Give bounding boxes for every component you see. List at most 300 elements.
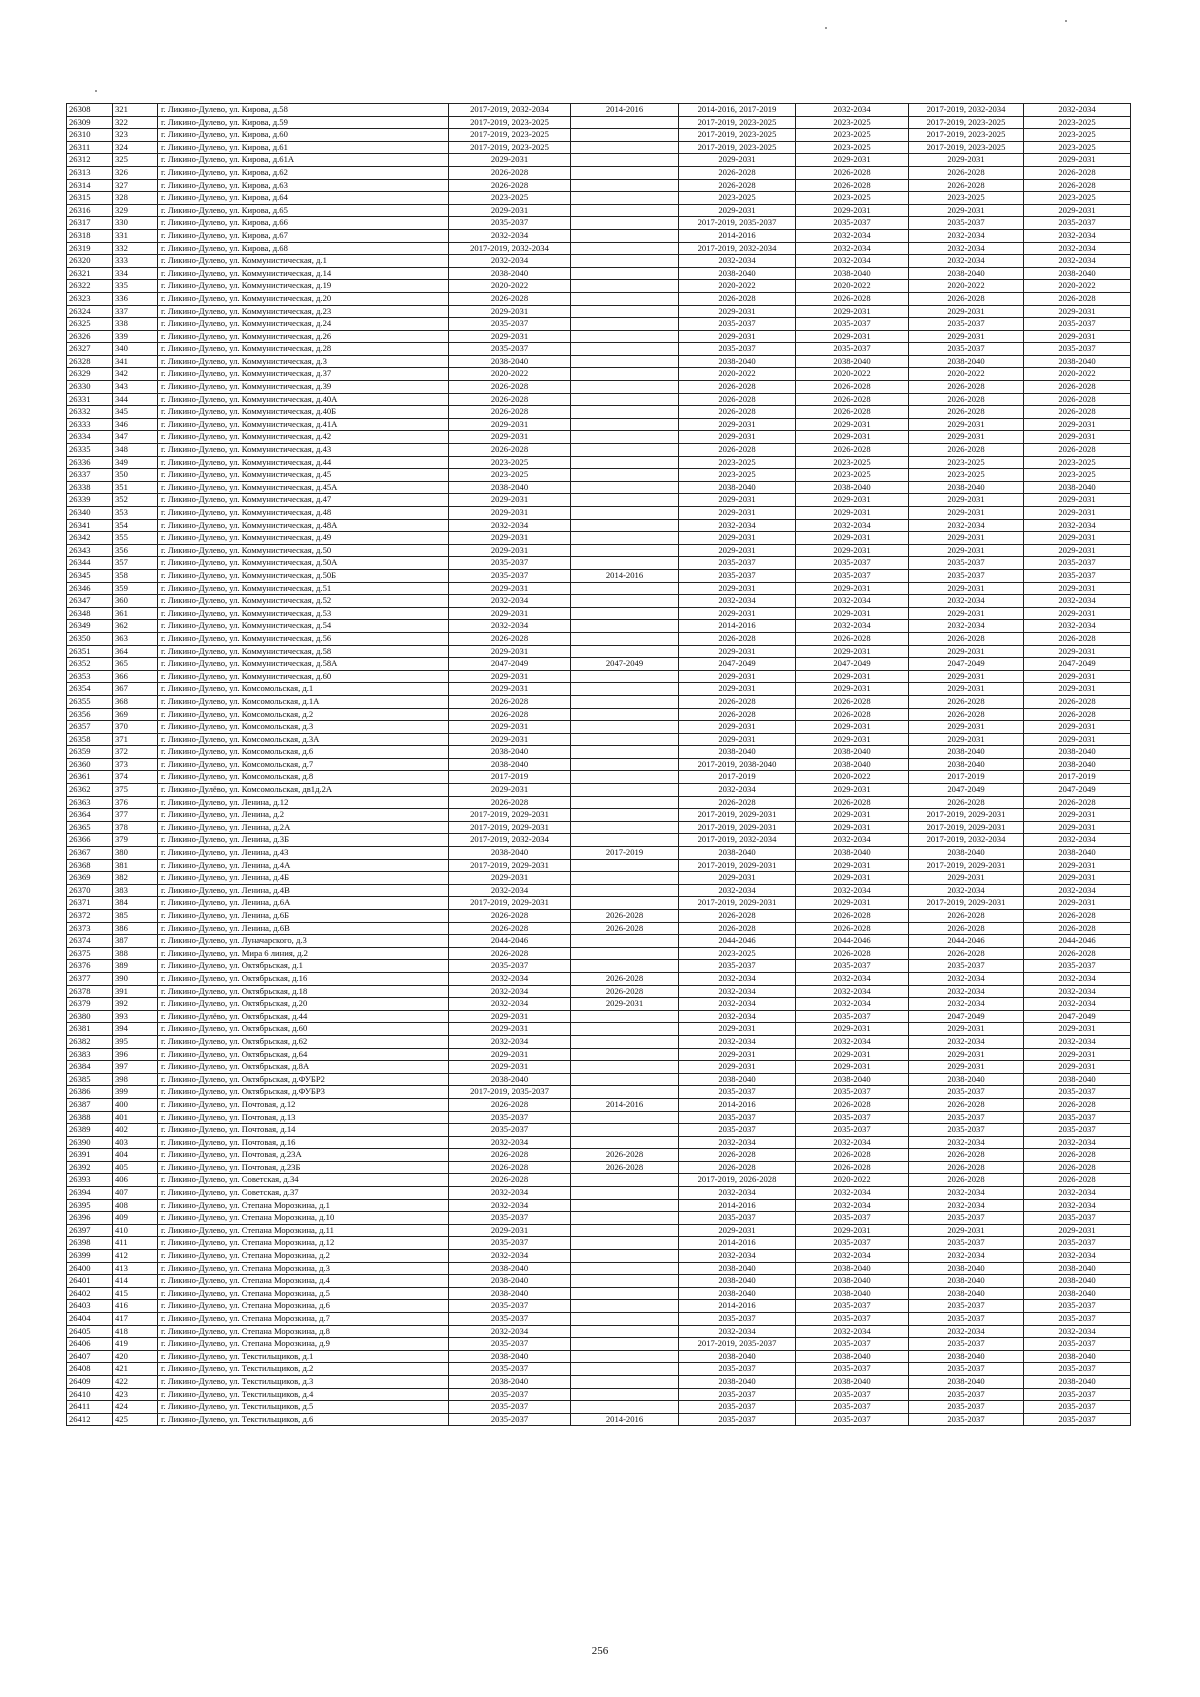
period-cell-4: 2029-2031	[796, 507, 909, 520]
period-cell-5: 2032-2034	[909, 985, 1024, 998]
table-row	[67, 569, 1131, 582]
period-cell-6: 2026-2028	[1024, 166, 1131, 179]
period-cell-3: 2029-2031	[679, 418, 796, 431]
period-cell-3: 2029-2031	[679, 1048, 796, 1061]
period-cell-4: 2038-2040	[796, 1262, 909, 1275]
period-cell-5: 2038-2040	[909, 267, 1024, 280]
table-row	[67, 985, 1131, 998]
row-id-cell: 26403	[67, 1300, 113, 1313]
period-cell-3: 2017-2019, 2029-2031	[679, 859, 796, 872]
period-cell-1: 2029-2031	[449, 204, 571, 217]
period-cell-5: 2017-2019, 2029-2031	[909, 821, 1024, 834]
period-cell-2	[571, 330, 679, 343]
item-number-cell: 321	[113, 104, 158, 117]
period-cell-1: 2017-2019	[449, 771, 571, 784]
item-number-cell: 381	[113, 859, 158, 872]
period-cell-3: 2032-2034	[679, 884, 796, 897]
address-cell: г. Ликино-Дулево, ул. Октябрьская, д.ФУБР2	[158, 1073, 449, 1086]
period-cell-2	[571, 1199, 679, 1212]
item-number-cell: 326	[113, 166, 158, 179]
period-cell-2: 2026-2028	[571, 1149, 679, 1162]
period-cell-5: 2023-2025	[909, 469, 1024, 482]
item-number-cell: 380	[113, 847, 158, 860]
period-cell-4: 2032-2034	[796, 998, 909, 1011]
period-cell-2	[571, 721, 679, 734]
row-id-cell: 26360	[67, 758, 113, 771]
period-cell-6: 2026-2028	[1024, 1149, 1131, 1162]
period-cell-3: 2017-2019, 2023-2025	[679, 141, 796, 154]
period-cell-1: 2035-2037	[449, 1413, 571, 1426]
period-cell-2	[571, 179, 679, 192]
item-number-cell: 407	[113, 1187, 158, 1200]
item-number-cell: 415	[113, 1287, 158, 1300]
period-cell-1: 2017-2019, 2029-2031	[449, 809, 571, 822]
row-id-cell: 26390	[67, 1136, 113, 1149]
row-id-cell: 26363	[67, 796, 113, 809]
period-cell-6: 2032-2034	[1024, 620, 1131, 633]
item-number-cell: 391	[113, 985, 158, 998]
period-cell-3: 2038-2040	[679, 1350, 796, 1363]
period-cell-3: 2023-2025	[679, 456, 796, 469]
period-cell-2	[571, 1350, 679, 1363]
period-cell-2: 2014-2016	[571, 1413, 679, 1426]
address-cell: г. Ликино-Дулево, ул. Почтовая, д.13	[158, 1111, 449, 1124]
period-cell-3: 2029-2031	[679, 494, 796, 507]
period-cell-1: 2029-2031	[449, 1224, 571, 1237]
period-cell-1: 2029-2031	[449, 733, 571, 746]
period-cell-2: 2017-2019	[571, 847, 679, 860]
period-cell-3: 2017-2019, 2038-2040	[679, 758, 796, 771]
period-cell-6: 2020-2022	[1024, 280, 1131, 293]
period-cell-4: 2023-2025	[796, 192, 909, 205]
address-cell: г. Ликино-Дулево, ул. Кирова, д.60	[158, 129, 449, 142]
address-cell: г. Ликино-Дулево, ул. Октябрьская, д.64	[158, 1048, 449, 1061]
table-row	[67, 330, 1131, 343]
period-cell-6: 2032-2034	[1024, 255, 1131, 268]
item-number-cell: 352	[113, 494, 158, 507]
period-cell-2	[571, 1375, 679, 1388]
period-cell-1: 2026-2028	[449, 1098, 571, 1111]
scan-speck	[825, 27, 827, 29]
period-cell-5: 2026-2028	[909, 444, 1024, 457]
item-number-cell: 367	[113, 683, 158, 696]
period-cell-5: 2035-2037	[909, 1237, 1024, 1250]
period-cell-2	[571, 670, 679, 683]
period-cell-1: 2035-2037	[449, 1313, 571, 1326]
row-id-cell: 26411	[67, 1401, 113, 1414]
row-id-cell: 26404	[67, 1313, 113, 1326]
item-number-cell: 359	[113, 582, 158, 595]
period-cell-5: 2017-2019, 2023-2025	[909, 129, 1024, 142]
table-row	[67, 1212, 1131, 1225]
period-cell-5: 2017-2019, 2023-2025	[909, 141, 1024, 154]
address-cell: г. Ликино-Дулево, ул. Почтовая, д.12	[158, 1098, 449, 1111]
item-number-cell: 412	[113, 1250, 158, 1263]
period-cell-2	[571, 758, 679, 771]
table-row	[67, 1187, 1131, 1200]
period-cell-5: 2026-2028	[909, 381, 1024, 394]
period-cell-1: 2029-2031	[449, 507, 571, 520]
period-cell-6: 2029-2031	[1024, 872, 1131, 885]
period-cell-6: 2038-2040	[1024, 758, 1131, 771]
period-cell-5: 2029-2031	[909, 607, 1024, 620]
period-cell-2: 2026-2028	[571, 985, 679, 998]
period-cell-2	[571, 381, 679, 394]
address-cell: г. Ликино-Дулево, ул. Коммунистическая, д.1	[158, 255, 449, 268]
period-cell-4: 2026-2028	[796, 166, 909, 179]
period-cell-2: 2026-2028	[571, 910, 679, 923]
period-cell-2	[571, 897, 679, 910]
period-cell-2	[571, 544, 679, 557]
row-id-cell: 26379	[67, 998, 113, 1011]
period-cell-3: 2026-2028	[679, 910, 796, 923]
period-cell-4: 2032-2034	[796, 229, 909, 242]
row-id-cell: 26386	[67, 1086, 113, 1099]
address-cell: г. Ликино-Дулево, ул. Ленина, д.43	[158, 847, 449, 860]
period-cell-3: 2035-2037	[679, 1388, 796, 1401]
address-cell: г. Ликино-Дулево, ул. Коммунистическая, д.19	[158, 280, 449, 293]
period-cell-3: 2026-2028	[679, 1161, 796, 1174]
item-number-cell: 350	[113, 469, 158, 482]
address-cell: г. Ликино-Дулево, ул. Коммунистическая, д.3	[158, 355, 449, 368]
table-row	[67, 1199, 1131, 1212]
address-cell: г. Ликино-Дулево, ул. Коммунистическая, д.51	[158, 582, 449, 595]
period-cell-4: 2038-2040	[796, 1275, 909, 1288]
row-id-cell: 26341	[67, 519, 113, 532]
period-cell-1: 2035-2037	[449, 1300, 571, 1313]
table-row	[67, 368, 1131, 381]
period-cell-2: 2029-2031	[571, 998, 679, 1011]
period-cell-4: 2035-2037	[796, 318, 909, 331]
row-id-cell: 26400	[67, 1262, 113, 1275]
period-cell-2	[571, 204, 679, 217]
address-cell: г. Ликино-Дулево, ул. Комсомольская, д.8	[158, 771, 449, 784]
period-cell-2	[571, 1111, 679, 1124]
period-cell-3: 2029-2031	[679, 721, 796, 734]
period-cell-1: 2029-2031	[449, 1023, 571, 1036]
row-id-cell: 26324	[67, 305, 113, 318]
row-id-cell: 26375	[67, 947, 113, 960]
period-cell-1: 2032-2034	[449, 1250, 571, 1263]
period-cell-3: 2032-2034	[679, 972, 796, 985]
address-cell: г. Ликино-Дулево, ул. Текстильщиков, д.4	[158, 1388, 449, 1401]
period-cell-3: 2023-2025	[679, 469, 796, 482]
address-cell: г. Ликино-Дулево, ул. Ленина, д.3Б	[158, 834, 449, 847]
period-cell-6: 2035-2037	[1024, 557, 1131, 570]
period-cell-4: 2032-2034	[796, 972, 909, 985]
period-cell-4: 2044-2046	[796, 935, 909, 948]
period-cell-5: 2026-2028	[909, 796, 1024, 809]
period-cell-2	[571, 683, 679, 696]
period-cell-2	[571, 1224, 679, 1237]
period-cell-3: 2035-2037	[679, 1401, 796, 1414]
period-cell-2	[571, 418, 679, 431]
row-id-cell: 26350	[67, 632, 113, 645]
row-id-cell: 26382	[67, 1035, 113, 1048]
row-id-cell: 26347	[67, 595, 113, 608]
period-cell-5: 2023-2025	[909, 192, 1024, 205]
period-cell-2	[571, 519, 679, 532]
address-cell: г. Ликино-Дулево, ул. Ленина, д.2А	[158, 821, 449, 834]
period-cell-3: 2038-2040	[679, 1275, 796, 1288]
row-id-cell: 26405	[67, 1325, 113, 1338]
period-cell-6: 2038-2040	[1024, 1275, 1131, 1288]
period-cell-3: 2029-2031	[679, 544, 796, 557]
address-cell: г. Ликино-Дулево, ул. Коммунистическая, д.60	[158, 670, 449, 683]
address-cell: г. Ликино-Дулево, ул. Мира 6 линия, д.2	[158, 947, 449, 960]
period-cell-3: 2035-2037	[679, 557, 796, 570]
address-cell: г. Ликино-Дулево, ул. Текстильщиков, д.6	[158, 1413, 449, 1426]
period-cell-5: 2038-2040	[909, 1275, 1024, 1288]
period-cell-1: 2029-2031	[449, 305, 571, 318]
item-number-cell: 425	[113, 1413, 158, 1426]
period-cell-2: 2026-2028	[571, 1161, 679, 1174]
table-row	[67, 847, 1131, 860]
address-cell: г. Ликино-Дулево, ул. Коммунистическая, д.28	[158, 343, 449, 356]
period-cell-5: 2026-2028	[909, 393, 1024, 406]
period-cell-3: 2026-2028	[679, 922, 796, 935]
row-id-cell: 26309	[67, 116, 113, 129]
table-row	[67, 758, 1131, 771]
item-number-cell: 383	[113, 884, 158, 897]
period-cell-1: 2026-2028	[449, 166, 571, 179]
period-cell-6: 2035-2037	[1024, 1212, 1131, 1225]
period-cell-2	[571, 507, 679, 520]
period-cell-2	[571, 821, 679, 834]
table-row	[67, 1262, 1131, 1275]
period-cell-3: 2023-2025	[679, 947, 796, 960]
table-row	[67, 595, 1131, 608]
table-row	[67, 872, 1131, 885]
item-number-cell: 395	[113, 1035, 158, 1048]
address-cell: г. Ликино-Дулево, ул. Ленина, д.6В	[158, 922, 449, 935]
address-cell: г. Ликино-Дулево, ул. Кирова, д.58	[158, 104, 449, 117]
period-cell-6: 2035-2037	[1024, 960, 1131, 973]
period-cell-1: 2032-2034	[449, 1136, 571, 1149]
item-number-cell: 351	[113, 481, 158, 494]
table-row	[67, 494, 1131, 507]
period-cell-5: 2026-2028	[909, 632, 1024, 645]
item-number-cell: 364	[113, 645, 158, 658]
period-cell-5: 2026-2028	[909, 166, 1024, 179]
row-id-cell: 26358	[67, 733, 113, 746]
row-id-cell: 26353	[67, 670, 113, 683]
table-row	[67, 393, 1131, 406]
address-cell: г. Ликино-Дулево, ул. Коммунистическая, д.37	[158, 368, 449, 381]
row-id-cell: 26320	[67, 255, 113, 268]
period-cell-4: 2029-2031	[796, 1048, 909, 1061]
row-id-cell: 26383	[67, 1048, 113, 1061]
row-id-cell: 26327	[67, 343, 113, 356]
row-id-cell: 26377	[67, 972, 113, 985]
period-cell-3: 2044-2046	[679, 935, 796, 948]
period-cell-1: 2029-2031	[449, 721, 571, 734]
item-number-cell: 376	[113, 796, 158, 809]
period-cell-4: 2029-2031	[796, 607, 909, 620]
period-cell-3: 2017-2019	[679, 771, 796, 784]
period-cell-3: 2038-2040	[679, 481, 796, 494]
table-row	[67, 280, 1131, 293]
period-cell-1: 2038-2040	[449, 1287, 571, 1300]
item-number-cell: 421	[113, 1363, 158, 1376]
period-cell-2: 2026-2028	[571, 922, 679, 935]
period-cell-6: 2026-2028	[1024, 179, 1131, 192]
period-cell-6: 2029-2031	[1024, 1048, 1131, 1061]
period-cell-4: 2029-2031	[796, 544, 909, 557]
period-cell-2: 2026-2028	[571, 972, 679, 985]
period-cell-2	[571, 708, 679, 721]
address-cell: г. Ликино-Дулево, ул. Октябрьская, д.16	[158, 972, 449, 985]
table-row	[67, 1287, 1131, 1300]
period-cell-3: 2032-2034	[679, 255, 796, 268]
period-cell-6: 2029-2031	[1024, 607, 1131, 620]
period-cell-6: 2035-2037	[1024, 1313, 1131, 1326]
address-cell: г. Ликино-Дулёво, ул. Октябрьская, д.44	[158, 1010, 449, 1023]
period-cell-3: 2014-2016	[679, 620, 796, 633]
address-cell: г. Ликино-Дулево, ул. Советская, д.34	[158, 1174, 449, 1187]
period-cell-1: 2032-2034	[449, 998, 571, 1011]
address-cell: г. Ликино-Дулево, ул. Комсомольская, д.1А	[158, 695, 449, 708]
period-cell-4: 2038-2040	[796, 267, 909, 280]
table-row	[67, 947, 1131, 960]
item-number-cell: 339	[113, 330, 158, 343]
period-cell-3: 2017-2019, 2029-2031	[679, 897, 796, 910]
period-cell-1: 2026-2028	[449, 695, 571, 708]
table-row	[67, 670, 1131, 683]
address-cell: г. Ликино-Дулево, ул. Коммунистическая, д.24	[158, 318, 449, 331]
period-cell-3: 2029-2031	[679, 305, 796, 318]
period-cell-5: 2035-2037	[909, 1124, 1024, 1137]
table-row	[67, 1035, 1131, 1048]
period-cell-2	[571, 305, 679, 318]
row-id-cell: 26406	[67, 1338, 113, 1351]
period-cell-3: 2035-2037	[679, 1212, 796, 1225]
period-cell-1: 2026-2028	[449, 796, 571, 809]
period-cell-3: 2026-2028	[679, 1149, 796, 1162]
period-cell-4: 2023-2025	[796, 456, 909, 469]
item-number-cell: 399	[113, 1086, 158, 1099]
period-cell-1: 2026-2028	[449, 1174, 571, 1187]
item-number-cell: 393	[113, 1010, 158, 1023]
period-cell-4: 2035-2037	[796, 1010, 909, 1023]
item-number-cell: 362	[113, 620, 158, 633]
period-cell-2	[571, 217, 679, 230]
period-cell-2	[571, 1073, 679, 1086]
table-row	[67, 1136, 1131, 1149]
period-cell-5: 2017-2019, 2029-2031	[909, 809, 1024, 822]
address-cell: г. Ликино-Дулево, ул. Коммунистическая, д.26	[158, 330, 449, 343]
period-cell-6: 2026-2028	[1024, 910, 1131, 923]
period-cell-6: 2029-2031	[1024, 204, 1131, 217]
address-cell: г. Ликино-Дулево, ул. Октябрьская, д.ФУБР3	[158, 1086, 449, 1099]
period-cell-5: 2026-2028	[909, 947, 1024, 960]
period-cell-4: 2029-2031	[796, 154, 909, 167]
period-cell-2	[571, 784, 679, 797]
address-cell: г. Ликино-Дулево, ул. Комсомольская, д.1	[158, 683, 449, 696]
period-cell-6: 2026-2028	[1024, 406, 1131, 419]
period-cell-6: 2029-2031	[1024, 330, 1131, 343]
row-id-cell: 26365	[67, 821, 113, 834]
period-cell-5: 2029-2031	[909, 305, 1024, 318]
period-cell-4: 2032-2034	[796, 1199, 909, 1212]
period-cell-4: 2038-2040	[796, 758, 909, 771]
item-number-cell: 413	[113, 1262, 158, 1275]
address-cell: г. Ликино-Дулево, ул. Кирова, д.63	[158, 179, 449, 192]
period-cell-4: 2029-2031	[796, 330, 909, 343]
period-cell-3: 2017-2019, 2029-2031	[679, 809, 796, 822]
table-row	[67, 381, 1131, 394]
period-cell-4: 2029-2031	[796, 305, 909, 318]
period-cell-4: 2023-2025	[796, 469, 909, 482]
period-cell-1: 2017-2019, 2032-2034	[449, 242, 571, 255]
period-cell-3: 2032-2034	[679, 1250, 796, 1263]
period-cell-5: 2029-2031	[909, 872, 1024, 885]
period-cell-4: 2023-2025	[796, 141, 909, 154]
item-number-cell: 409	[113, 1212, 158, 1225]
address-cell: г. Ликино-Дулево, ул. Коммунистическая, д.58А	[158, 658, 449, 671]
period-cell-4: 2029-2031	[796, 897, 909, 910]
period-cell-6: 2026-2028	[1024, 922, 1131, 935]
period-cell-6: 2026-2028	[1024, 1174, 1131, 1187]
item-number-cell: 416	[113, 1300, 158, 1313]
period-cell-6: 2032-2034	[1024, 985, 1131, 998]
item-number-cell: 344	[113, 393, 158, 406]
period-cell-1: 2032-2034	[449, 229, 571, 242]
period-cell-6: 2035-2037	[1024, 217, 1131, 230]
period-cell-6: 2035-2037	[1024, 1111, 1131, 1124]
period-cell-1: 2026-2028	[449, 632, 571, 645]
row-id-cell: 26336	[67, 456, 113, 469]
period-cell-5: 2032-2034	[909, 1199, 1024, 1212]
address-cell: г. Ликино-Дулево, ул. Степана Морозкина, д.6	[158, 1300, 449, 1313]
period-cell-3: 2038-2040	[679, 1262, 796, 1275]
period-cell-2	[571, 368, 679, 381]
table-row	[67, 1061, 1131, 1074]
row-id-cell: 26331	[67, 393, 113, 406]
period-cell-3: 2035-2037	[679, 1086, 796, 1099]
period-cell-5: 2020-2022	[909, 280, 1024, 293]
period-cell-2	[571, 1275, 679, 1288]
period-cell-6: 2035-2037	[1024, 318, 1131, 331]
period-cell-3: 2026-2028	[679, 796, 796, 809]
item-number-cell: 338	[113, 318, 158, 331]
period-cell-4: 2029-2031	[796, 582, 909, 595]
period-cell-5: 2038-2040	[909, 1262, 1024, 1275]
item-number-cell: 414	[113, 1275, 158, 1288]
address-cell: г. Ликино-Дулево, ул. Коммунистическая, д.58	[158, 645, 449, 658]
row-id-cell: 26389	[67, 1124, 113, 1137]
period-cell-2	[571, 444, 679, 457]
table-row	[67, 960, 1131, 973]
address-cell: г. Ликино-Дулево, ул. Комсомольская, д.3	[158, 721, 449, 734]
period-cell-1: 2026-2028	[449, 1149, 571, 1162]
period-cell-1: 2035-2037	[449, 1401, 571, 1414]
item-number-cell: 358	[113, 569, 158, 582]
period-cell-5: 2038-2040	[909, 746, 1024, 759]
row-id-cell: 26326	[67, 330, 113, 343]
period-cell-3: 2023-2025	[679, 192, 796, 205]
address-cell: г. Ликино-Дулево, ул. Комсомольская, д.2	[158, 708, 449, 721]
period-cell-4: 2032-2034	[796, 1250, 909, 1263]
period-cell-1: 2035-2037	[449, 1111, 571, 1124]
address-cell: г. Ликино-Дулёво, ул. Комсомольская, дв1д.2А	[158, 784, 449, 797]
period-cell-1: 2032-2034	[449, 1325, 571, 1338]
period-cell-2	[571, 1124, 679, 1137]
period-cell-5: 2035-2037	[909, 217, 1024, 230]
period-cell-6: 2035-2037	[1024, 1401, 1131, 1414]
period-cell-5: 2032-2034	[909, 972, 1024, 985]
period-cell-3: 2017-2019, 2032-2034	[679, 242, 796, 255]
